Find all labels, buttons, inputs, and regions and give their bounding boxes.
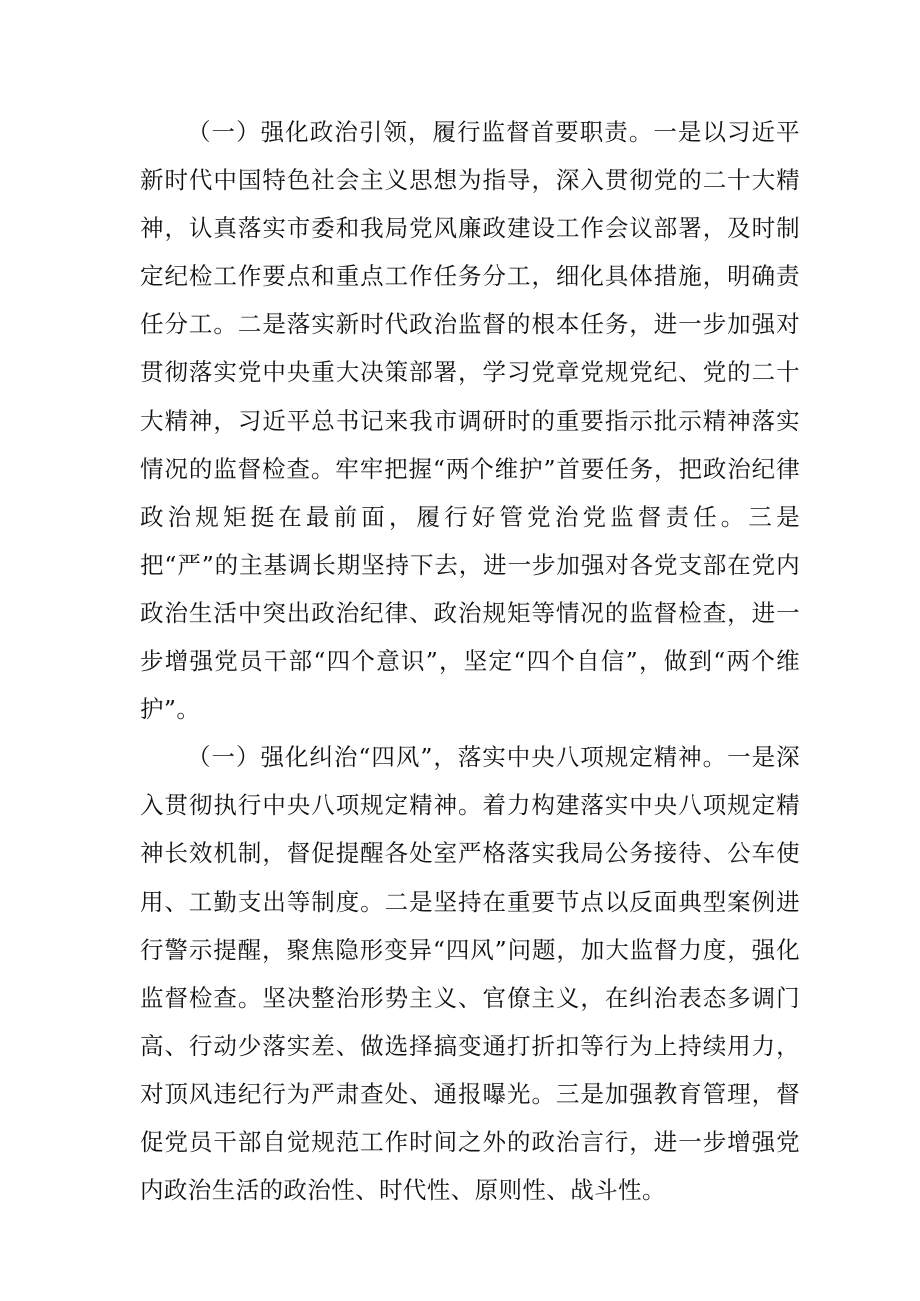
paragraph-four-winds: （一）强化纠治“四风”，落实中央八项规定精神。一是深入贯彻执行中央八项规定精神。着力构建落实中央八项规定精神长效机制，督促提醒各处室严格落实我局公务接待、公车使用、工勤支出等制度。二是坚持在重要节点以反面典型案例进行警示提醒，聚焦隐形变异“四风”问题，加大监督力度，强化监督检查。坚决整治形势主义、官僚主义，在纠治表态多调门高、行动少落实差、做选择搞变通打折扣等行为上持续用力，对顶风违纪行为严肃查处、通报曝光。三是加强教育管理，督促党员干部自觉规范工作时间之外的政治言行，进一步增强党内政治生活的政治性、时代性、原则性、战斗性。	[140, 743, 800, 1205]
paragraph-political-guidance: （一）强化政治引领，履行监督首要职责。一是以习近平新时代中国特色社会主义思想为指导，深入贯彻党的二十大精神，认真落实市委和我局党风廉政建设工作会议部署，及时制定纪检工作要点和重点工作任务分工，细化具体措施，明确责任分工。二是落实新时代政治监督的根本任务，进一步加强对贯彻落实党中央重大决策部署，学习党章党规党纪、党的二十大精神，习近平总书记来我市调研时的重要指示批示精神落实情况的监督检查。牢牢把握“两个维护”首要任务，把政治纪律政治规矩挺在最前面，履行好管党治党监督责任。三是把“严”的主基调长期坚持下去，进一步加强对各党支部在党内政治生活中突出政治纪律、政治规矩等情况的监督检查，进一步增强党员干部“四个意识”，坚定“四个自信”，做到“两个维护”。	[140, 118, 800, 724]
document-body	[140, 108, 800, 1214]
